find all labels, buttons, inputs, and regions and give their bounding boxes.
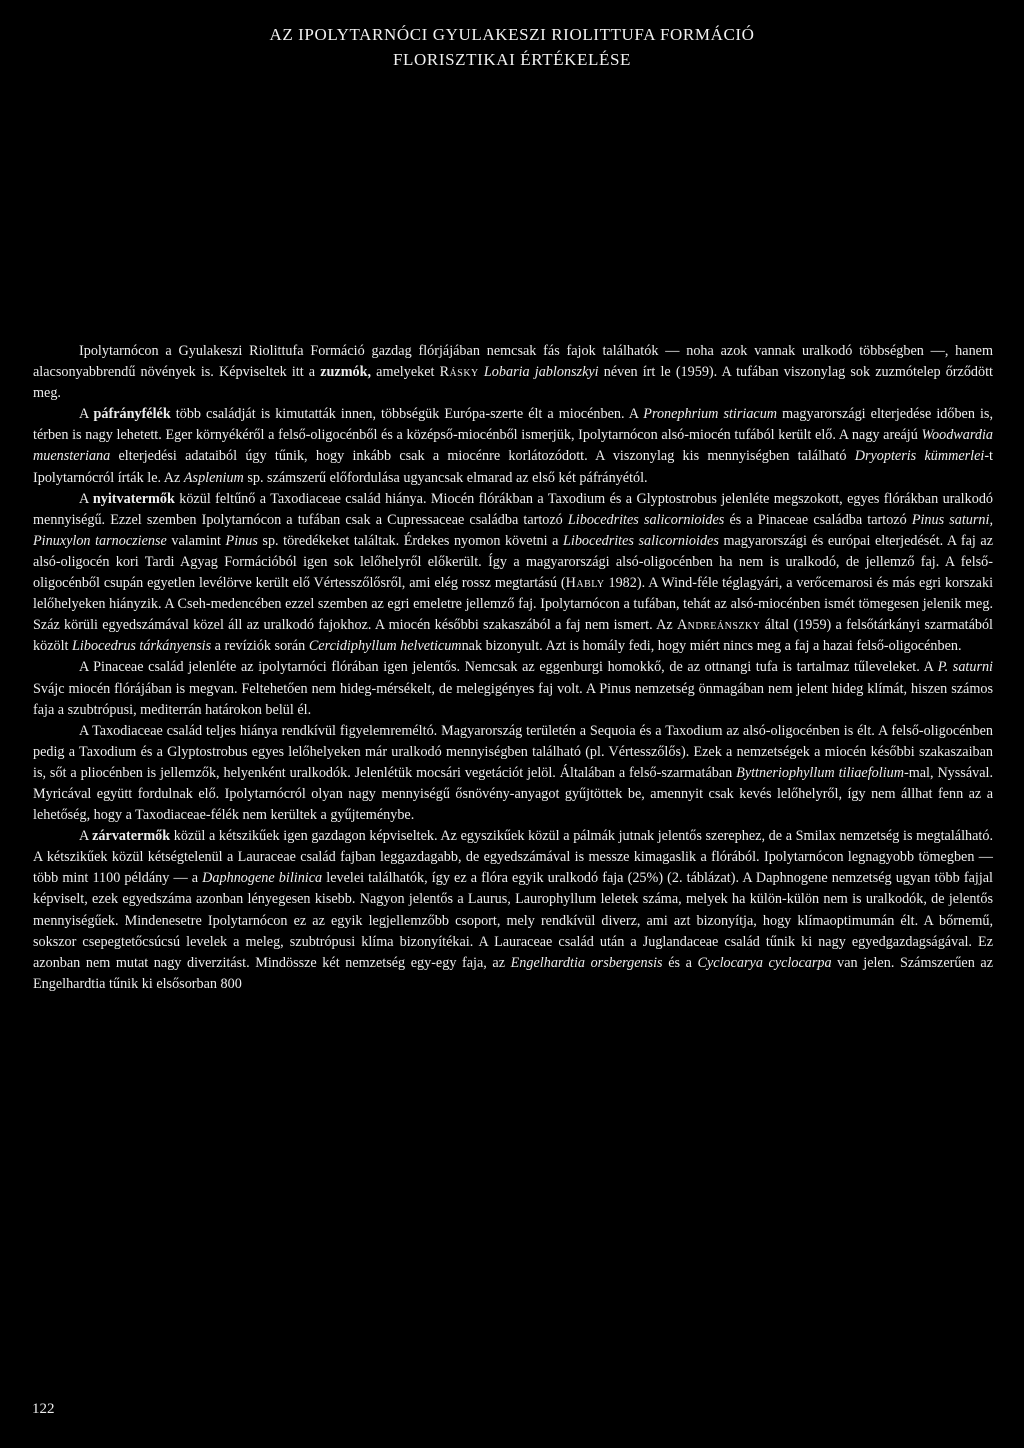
text-run: A xyxy=(79,828,93,845)
text-run: közül feltűnő a Taxodiaceae család hiánya. Miocén flórákban a Taxodium és a Glyptostrobus jelenléte megszokott, egyes flórákban uralkodó mennyiségű. Ezzel szemben Ipolytarnócon a tufában csak a Cupressaceae családba tartozó xyxy=(33,490,994,528)
text-run: közül a kétszikűek igen gazdagon képviseltek. Az egyszikűek közül a pálmák jutnak jelentős szerephez, de a Smilax nemzetség is megtalálható. A kétszikűek közül kétségtelenül a Lauraceae család fajban leggazdagabb, de egyedszámával is messze kimagaslik a flórából. Ipolytarnócon legnagyobb tömegben — több mint 1100 példány — a xyxy=(33,828,993,887)
text-run: Svájc miocén flórájában is megvan. Feltehetően nem hideg-mérsékelt, de melegigényes faj volt. A Pinus nemzetség önmagában nem jelent hideg klímát, hiszen számos faja a szubtrópusi, mediterrán határokon belül él. xyxy=(33,680,993,718)
author-name: Hably xyxy=(565,575,605,592)
species-name: Dryopteris kümmerlei xyxy=(854,448,985,465)
text-run: A Pinaceae család jelenléte az ipolytarnóci flórában igen jelentős. Nemcsak az eggenburgi homokkő, de az ottnangi tufa is tartalmaz tűleveleket. A xyxy=(79,659,938,676)
paragraph-taxodiaceae xyxy=(33,721,993,826)
species-name: Asplenium xyxy=(183,469,244,486)
species-name: Daphnogene bilinica xyxy=(202,870,323,887)
paragraph-gymnosperms xyxy=(33,489,993,658)
species-name: Pinus xyxy=(225,532,258,549)
text-run: sp. számszerű előfordulása ugyancsak elmarad az első két páfrányétól. xyxy=(243,469,648,486)
text-run: magyarországi elterjedése időben is, térben is nagy lehetett. Eger környékéről a felső-oligocénből és a középső-miocénből ismerjük, Ipolytarnócon alsó-miocén tufából került elő. A nagy areájú xyxy=(33,406,993,444)
text-run: által (1959) a felsőtárkányi szarmatából közölt xyxy=(33,617,993,655)
body-text xyxy=(33,341,993,995)
bold-term: zárvatermők xyxy=(92,828,171,845)
paragraph-lichens xyxy=(33,341,993,404)
text-run: több családját is kimutatták innen, többségük Európa-szerte élt a miocénben. A xyxy=(170,406,644,423)
text-run: a revíziók során xyxy=(211,638,309,655)
species-name: Libocedrus tárkányensis xyxy=(72,638,212,655)
species-name: Cyclocarya cyclocarpa xyxy=(697,954,832,971)
author-name: Andreánszky xyxy=(676,617,761,634)
bold-term: zuzmók, xyxy=(320,364,372,381)
species-name: P. saturni xyxy=(937,659,994,676)
paragraph-angiosperms xyxy=(33,826,993,995)
bold-term: páfrányfélék xyxy=(93,406,171,423)
species-name: Pinus saturni, Pinuxylon tarnocziense xyxy=(33,511,994,549)
text-run: Ipolytarnócon a Gyulakeszi Riolittufa Formáció gazdag flórjájában nemcsak fás fajok találhatók — noha azok vannak uralkodó többségben —, hanem alacsonyabbrendű növények is. Képviseltek itt a xyxy=(33,343,993,381)
species-name: Woodwardia muensteriana xyxy=(33,427,993,465)
text-run: A xyxy=(79,406,94,423)
text-run: levelei találhatók, így ez a flóra egyik uralkodó faja (25%) (2. táblázat). A Daphnogene nemzetség ugyan több fajjal képviselt, ezek egyedszáma azonban lényegesen kisebb. Nagyon jelentős a Laurus, Laurophyllum leletek száma, melyek ha külön-külön nem is uralkodók, de jelentős mennyiségűek. Mindenesetre Ipolytarnócon ez az egyik legjellemzőbb csoport, mely rendkívül diverz, ami azt bizonyítja, hogy klímaoptimumán élt. A bőrnemű, sokszor csepegtetőcsúcsú levelek a meleg, szubtrópusi klíma bizonyítékai. A Lauraceae család után a Juglandaceae család tűnik ki nagy egyedgazdagságával. Ez azonban nem mutat nagy diverzitást. Mindössze két nemzetség egy-egy faja, az xyxy=(33,870,994,971)
text-run: sp. töredékeket találtak. Érdekes nyomon követni a xyxy=(257,532,563,549)
text-run: nak bizonyult. Azt is homály fedi, hogy miért nincs meg a faj a hazai felső-oligocénben. xyxy=(461,638,962,655)
author-name: Rásky xyxy=(439,364,479,381)
species-name: Byttneriophyllum tiliaefolium xyxy=(736,764,904,781)
text-run: A Taxodiaceae család teljes hiánya rendkívül figyelemreméltó. Magyarország területén a Sequoia és a Taxodium az alsó-oligocénben is élt. A felső-oligocénben pedig a Taxodium és a Glyptostrobus egyes lelőhelyeken már uralkodó mennyiségben található (pl. Vértesszőlős). Ezek a nemzetségek a miocén későbbi szakaszaiban is, sőt a pliocénben is jellemzők, helyenként uralkodók. Jelenlétük mocsári vegetációt jelöl. Általában a felső-szarmatában xyxy=(33,722,993,781)
text-run: -mal, Nyssával. Myricával együtt fordulnak elő. Ipolytarnócról olyan nagy mennyiségű ősnövény-anyagot gyűjtöttek be, amennyit csak kevés lelőhelyről, így nem állhat fenn az a lehetőség, hogy a Taxodiaceae-félék nem kerültek a gyűjteménybe. xyxy=(33,764,993,824)
title-line-1: AZ IPOLYTARNÓCI GYULAKESZI RIOLITTUFA FORMÁCIÓ xyxy=(269,25,755,44)
text-run: van jelen. Számszerűen az Engelhardtia tűnik ki elsősorban 800 xyxy=(33,954,994,992)
text-run: elterjedési adataiból úgy tűnik, hogy inkább csak a miocénre korlátozódott. A viszonylag kis mennyiségben található xyxy=(110,448,855,465)
text-run: és a Pinaceae családba tartozó xyxy=(724,511,912,528)
species-name: Libocedrites salicornioides xyxy=(563,532,719,549)
species-name: Cercidiphyllum helveticum xyxy=(308,638,462,655)
text-run: magyarországi és európai elterjedését. A faj az alsó-oligocén kori Tardi Agyag Formációból igen sok lelőhelyről előkerült. Így a magyarországi alsó-oligocénben ha nem is uralkodó, de jellemző faj. A felső-oligocénből csupán egyetlen levélörve került elő Vértesszőlősről, ami elég rossz megtartású ( xyxy=(33,532,994,592)
bold-term: nyitvatermők xyxy=(92,490,175,507)
page-title xyxy=(0,22,1024,72)
text-run: valamint xyxy=(166,532,226,549)
species-name: Lobaria jablonszkyi xyxy=(483,364,599,381)
text-run: néven írt le (1959). A tufában viszonylag sok zuzmótelep őrződött meg. xyxy=(33,364,993,402)
paragraph-pinaceae xyxy=(33,657,993,720)
species-name: Pronephrium stiriacum xyxy=(643,406,778,423)
page-number: 122 xyxy=(32,1401,55,1417)
text-run: -t Ipolytarnócról írták le. Az xyxy=(33,448,993,486)
text-run: 1982). A Wind-féle téglagyári, a verőcemarosi és más egri korszaki lelőhelyeken hiányzik. A Cseh-medencében ezzel szemben az egri emeletre jellemző faj. Ipolytarnócon a tufában, tehát az alsó-miocénben ismét tömegesen jelenik meg. Száz körüli egyedszámával közel áll az uralkodó fajokhoz. A miocén későbbi szakaszából a faj nem ismert. Az xyxy=(33,575,994,634)
text-run: amelyeket xyxy=(371,364,440,381)
title-line-2: FLORISZTIKAI ÉRTÉKELÉSE xyxy=(392,50,631,69)
text-run: A xyxy=(79,490,93,507)
text-run: és a xyxy=(662,954,698,971)
species-name: Engelhardtia orsbergensis xyxy=(510,954,663,971)
species-name: Libocedrites salicornioides xyxy=(567,511,725,528)
paragraph-ferns xyxy=(33,404,993,488)
